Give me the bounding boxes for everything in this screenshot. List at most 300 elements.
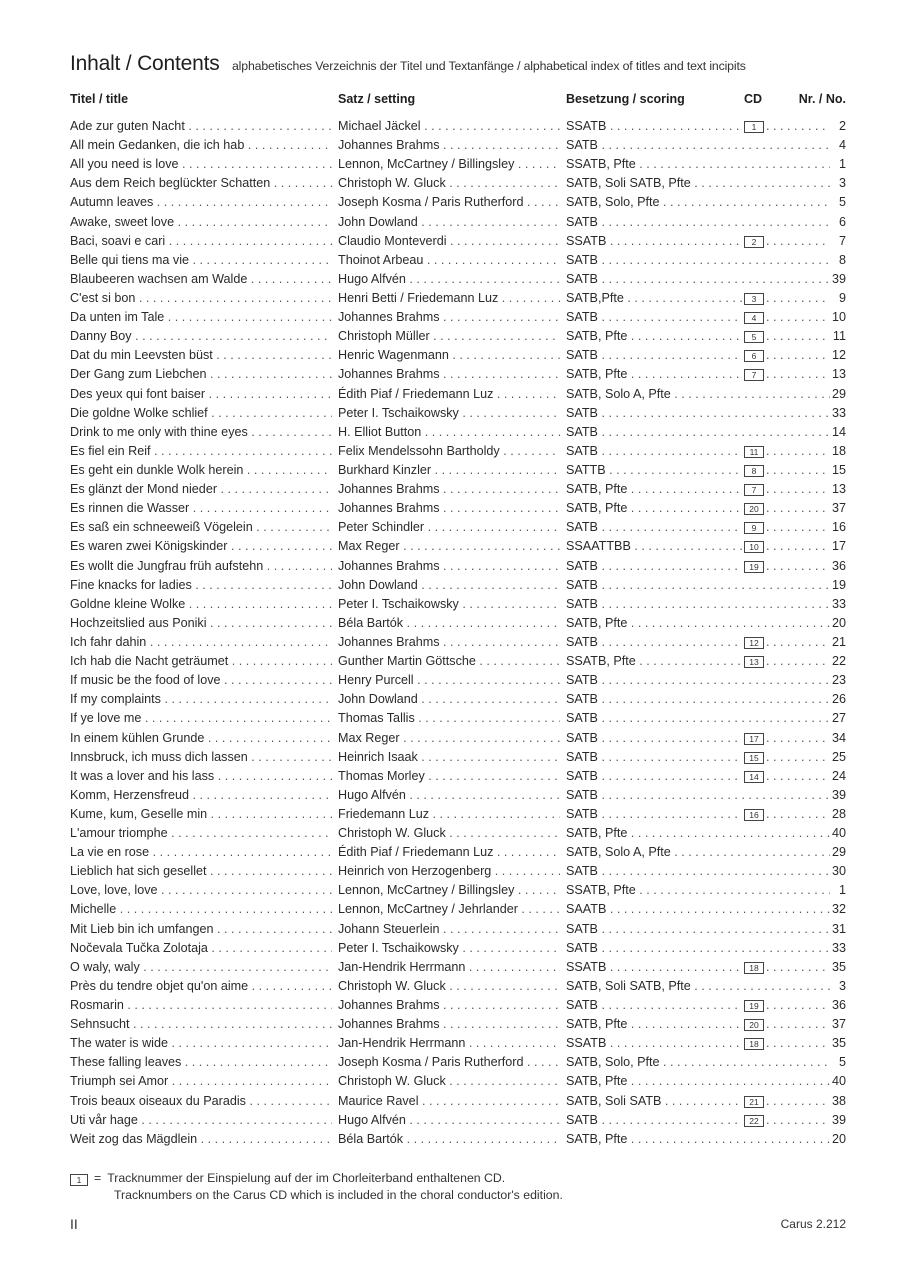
entry-number: 38 [830, 1092, 846, 1111]
entry-cd-track-box: 19 [744, 1000, 764, 1012]
entry-setting: Johannes Brahms . . . [338, 996, 560, 1015]
table-row [0, 748, 900, 767]
entry-setting: John Dowland . . . [338, 690, 560, 709]
entry-number: 25 [830, 748, 846, 767]
footnote [70, 1170, 830, 1204]
entry-title: Die goldne Wolke schlief . . . [70, 404, 332, 423]
entry-leader-dots [766, 805, 830, 824]
entry-scoring: SATB . . . [566, 251, 830, 270]
entry-leader-dots [766, 1034, 830, 1053]
entry-leader-dots [766, 346, 830, 365]
table-row [0, 805, 900, 824]
entry-setting: Johannes Brahms . . . [338, 499, 560, 518]
entry-setting: Peter I. Tschaikowsky . . . [338, 595, 560, 614]
entry-scoring: SATB . . . [566, 136, 830, 155]
entry-setting: Johannes Brahms . . . [338, 480, 560, 499]
entry-scoring: SATB . . . [566, 346, 742, 365]
entry-cd-track-box: 8 [744, 465, 764, 477]
entry-title: Lieblich hat sich gesellet . . . [70, 862, 332, 881]
entry-leader-dots [766, 499, 830, 518]
entry-cd-track-box: 6 [744, 350, 764, 362]
entry-cd-track-box: 20 [744, 1019, 764, 1031]
entry-scoring: SATB . . . [566, 633, 742, 652]
entry-scoring: SATB . . . [566, 690, 830, 709]
entry-title: Love, love, love . . . [70, 881, 332, 900]
entry-cd-track-box: 1 [744, 121, 764, 133]
entry-scoring: SATB . . . [566, 767, 742, 786]
entry-title: Triumph sei Amor . . . [70, 1072, 332, 1091]
entry-title: L'amour triomphe . . . [70, 824, 332, 843]
entry-title: All you need is love . . . [70, 155, 332, 174]
entry-number: 17 [830, 537, 846, 556]
entry-title: Mit Lieb bin ich umfangen . . . [70, 920, 332, 939]
table-row [0, 308, 900, 327]
entry-scoring: SATTB . . . [566, 461, 742, 480]
entry-setting: Henry Purcell . . . [338, 671, 560, 690]
entry-number: 33 [830, 939, 846, 958]
entry-setting: Johannes Brahms . . . [338, 136, 560, 155]
entry-number: 20 [830, 614, 846, 633]
entry-cd-track-box: 7 [744, 369, 764, 381]
entry-leader-dots [766, 729, 830, 748]
entry-cd-track-box: 19 [744, 561, 764, 573]
entry-number: 1 [837, 881, 846, 900]
entry-setting: Joseph Kosma / Paris Rutherford . . . [338, 193, 560, 212]
entry-number: 34 [830, 729, 846, 748]
entry-number: 33 [830, 595, 846, 614]
page-title: Inhalt / Contents [70, 52, 220, 75]
entry-number: 24 [830, 767, 846, 786]
entry-title: Près du tendre objet qu'on aime . . . [70, 977, 332, 996]
entry-title: Es waren zwei Königskinder . . . [70, 537, 332, 556]
entry-title: Es geht ein dunkle Wolk herein . . . [70, 461, 332, 480]
entry-scoring: SATB, Pfte . . . [566, 499, 742, 518]
entry-scoring: SATB . . . [566, 671, 830, 690]
entry-title: Goldne kleine Wolke . . . [70, 595, 332, 614]
entry-number: 15 [830, 461, 846, 480]
entry-title: Rosmarin . . . [70, 996, 332, 1015]
column-header-cd: CD [744, 92, 763, 106]
entry-number: 39 [830, 270, 846, 289]
entry-title: Der Gang zum Liebchen . . . [70, 365, 332, 384]
entry-scoring: SATB . . . [566, 786, 830, 805]
table-row [0, 518, 900, 537]
entry-cd-track-box: 3 [744, 293, 764, 305]
table-row [0, 595, 900, 614]
footnote-line-english: Tracknumbers on the Carus CD which is included in the choral conductor's edition. [114, 1188, 563, 1202]
entry-setting: Michael Jäckel . . . [338, 117, 560, 136]
entry-setting: Gunther Martin Göttsche . . . [338, 652, 560, 671]
table-row [0, 365, 900, 384]
entry-title: Es saß ein schneeweiß Vögelein . . . [70, 518, 332, 537]
entry-scoring: SATB . . . [566, 404, 830, 423]
table-row [0, 442, 900, 461]
entry-setting: Édith Piaf / Friedemann Luz . . . [338, 843, 560, 862]
entry-cd-track-box: 14 [744, 771, 764, 783]
entry-scoring: SSATB . . . [566, 1034, 742, 1053]
entry-leader-dots [766, 1092, 830, 1111]
entry-scoring: SATB . . . [566, 939, 830, 958]
entry-leader-dots [766, 117, 830, 136]
entry-number: 23 [830, 671, 846, 690]
entry-title: Awake, sweet love . . . [70, 213, 332, 232]
entry-scoring: SATB, Pfte . . . [566, 824, 830, 843]
entry-scoring: SSATB, Pfte . . . [566, 881, 830, 900]
entry-scoring: SSATB . . . [566, 232, 742, 251]
entry-scoring: SATB . . . [566, 270, 830, 289]
entry-number: 10 [830, 308, 846, 327]
entry-scoring: SATB . . . [566, 442, 742, 461]
entry-scoring: SATB, Pfte . . . [566, 614, 830, 633]
entry-number: 4 [837, 136, 846, 155]
entry-setting: Peter I. Tschaikowsky . . . [338, 404, 560, 423]
entry-title: Uti vår hage . . . [70, 1111, 332, 1130]
entry-cd-track-box: 12 [744, 637, 764, 649]
table-row [0, 155, 900, 174]
entry-number: 21 [830, 633, 846, 652]
table-row [0, 423, 900, 442]
entry-cd-track-box: 4 [744, 312, 764, 324]
entry-setting: Christoph W. Gluck . . . [338, 977, 560, 996]
entry-scoring: SATB . . . [566, 862, 830, 881]
column-header-setting: Satz / setting [338, 92, 416, 106]
entry-cd-track-box: 20 [744, 503, 764, 515]
entry-number: 1 [837, 155, 846, 174]
entry-scoring: SATB . . . [566, 1111, 742, 1130]
footnote-track-box: 1 [70, 1174, 88, 1186]
entry-leader-dots [766, 518, 830, 537]
entry-scoring: SSATB, Pfte . . . [566, 155, 830, 174]
entry-leader-dots [766, 308, 830, 327]
entry-setting: Béla Bartók . . . [338, 1130, 560, 1149]
entry-number: 32 [830, 900, 846, 919]
entry-scoring: SSATB . . . [566, 958, 742, 977]
entry-cd-track-box: 18 [744, 1038, 764, 1050]
entry-setting: John Dowland . . . [338, 576, 560, 595]
entry-setting: Max Reger . . . [338, 729, 560, 748]
table-row [0, 385, 900, 404]
entry-title: Des yeux qui font baiser . . . [70, 385, 332, 404]
entry-scoring: SATB . . . [566, 308, 742, 327]
table-row [0, 557, 900, 576]
table-row [0, 939, 900, 958]
page-subtitle: alphabetisches Verzeichnis der Titel und Textanfänge / alphabetical index of titles and text incipits [231, 59, 746, 73]
entry-cd-track-box: 22 [744, 1115, 764, 1127]
entry-scoring: SSAATTBB . . . [566, 537, 742, 556]
table-row [0, 327, 900, 346]
entry-number: 36 [830, 996, 846, 1015]
page-number: II [70, 1216, 78, 1232]
entry-number: 2 [837, 117, 846, 136]
entry-title: Danny Boy . . . [70, 327, 332, 346]
entry-setting: Johannes Brahms . . . [338, 365, 560, 384]
entry-setting: Christoph W. Gluck . . . [338, 1072, 560, 1091]
table-row [0, 346, 900, 365]
entry-setting: Lennon, McCartney / Jehrlander . . . [338, 900, 560, 919]
entry-scoring: SATB, Pfte . . . [566, 1015, 742, 1034]
entry-setting: Édith Piaf / Friedemann Luz . . . [338, 385, 560, 404]
entry-setting: Johannes Brahms . . . [338, 308, 560, 327]
entry-leader-dots [766, 652, 830, 671]
contents-list [0, 117, 900, 1149]
entry-number: 5 [837, 1053, 846, 1072]
table-row [0, 251, 900, 270]
table-row [0, 900, 900, 919]
entry-setting: Johann Steuerlein . . . [338, 920, 560, 939]
table-row [0, 404, 900, 423]
entry-leader-dots [766, 1015, 830, 1034]
entry-setting: Johannes Brahms . . . [338, 557, 560, 576]
entry-cd-track-box: 17 [744, 733, 764, 745]
entry-cd-track-box: 9 [744, 522, 764, 534]
entry-number: 3 [837, 174, 846, 193]
entry-setting: Claudio Monteverdi . . . [338, 232, 560, 251]
entry-cd-track-box: 15 [744, 752, 764, 764]
entry-scoring: SATB,Pfte . . . [566, 289, 742, 308]
table-row [0, 786, 900, 805]
entry-scoring: SATB, Soli SATB, Pfte . . . [566, 174, 830, 193]
entry-title: Ich fahr dahin . . . [70, 633, 332, 652]
entry-title: La vie en rose . . . [70, 843, 332, 862]
entry-leader-dots [766, 633, 830, 652]
table-row [0, 1072, 900, 1091]
entry-leader-dots [766, 958, 830, 977]
entry-scoring: SATB, Solo A, Pfte . . . [566, 843, 830, 862]
entry-scoring: SATB . . . [566, 748, 742, 767]
entry-title: Blaubeeren wachsen am Walde . . . [70, 270, 332, 289]
entry-setting: Henric Wagenmann . . . [338, 346, 560, 365]
entry-title: Aus dem Reich beglückter Schatten . . . [70, 174, 332, 193]
entry-scoring: SSATB . . . [566, 117, 742, 136]
entry-cd-track-box: 16 [744, 809, 764, 821]
entry-leader-dots [766, 232, 830, 251]
entry-cd-track-box: 2 [744, 236, 764, 248]
entry-scoring: SATB, Pfte . . . [566, 1072, 830, 1091]
entry-cd-track-box: 11 [744, 446, 764, 458]
table-row [0, 690, 900, 709]
table-row [0, 958, 900, 977]
entry-scoring: SATB . . . [566, 557, 742, 576]
entry-number: 13 [830, 365, 846, 384]
entry-scoring: SATB . . . [566, 729, 742, 748]
entry-scoring: SATB . . . [566, 996, 742, 1015]
entry-number: 3 [837, 977, 846, 996]
entry-setting: Burkhard Kinzler . . . [338, 461, 560, 480]
entry-title: Trois beaux oiseaux du Paradis . . . [70, 1092, 332, 1111]
entry-leader-dots [766, 1111, 830, 1130]
table-row [0, 671, 900, 690]
entry-number: 22 [830, 652, 846, 671]
table-row [0, 881, 900, 900]
entry-title: C'est si bon . . . [70, 289, 332, 308]
entry-setting: Max Reger . . . [338, 537, 560, 556]
entry-setting: Béla Bartók . . . [338, 614, 560, 633]
table-row [0, 499, 900, 518]
entry-setting: Thomas Tallis . . . [338, 709, 560, 728]
entry-number: 12 [830, 346, 846, 365]
entry-setting: Felix Mendelssohn Bartholdy . . . [338, 442, 560, 461]
entry-number: 14 [830, 423, 846, 442]
table-row [0, 1053, 900, 1072]
entry-scoring: SATB . . . [566, 576, 830, 595]
entry-number: 30 [830, 862, 846, 881]
entry-number: 8 [837, 251, 846, 270]
entry-scoring: SATB, Soli SATB, Pfte . . . [566, 977, 830, 996]
entry-setting: Heinrich Isaak . . . [338, 748, 560, 767]
entry-leader-dots [766, 461, 830, 480]
table-row [0, 996, 900, 1015]
entry-number: 6 [837, 213, 846, 232]
entry-title: Fine knacks for ladies . . . [70, 576, 332, 595]
entry-title: Da unten im Tale . . . [70, 308, 332, 327]
table-row [0, 537, 900, 556]
entry-number: 9 [837, 289, 846, 308]
entry-leader-dots [766, 289, 830, 308]
table-row [0, 480, 900, 499]
entry-number: 7 [837, 232, 846, 251]
entry-scoring: SATB, Solo A, Pfte . . . [566, 385, 830, 404]
entry-number: 37 [830, 499, 846, 518]
table-row [0, 174, 900, 193]
entry-title: Ade zur guten Nacht . . . [70, 117, 332, 136]
table-row [0, 977, 900, 996]
entry-scoring: SATB . . . [566, 805, 742, 824]
table-row [0, 920, 900, 939]
entry-scoring: SATB . . . [566, 595, 830, 614]
entry-cd-track-box: 21 [744, 1096, 764, 1108]
column-header-title: Titel / title [70, 92, 129, 106]
entry-setting: Maurice Ravel . . . [338, 1092, 560, 1111]
entry-setting: Johannes Brahms . . . [338, 1015, 560, 1034]
entry-number: 36 [830, 557, 846, 576]
table-row [0, 289, 900, 308]
table-row [0, 652, 900, 671]
entry-scoring: SATB . . . [566, 709, 830, 728]
table-row [0, 614, 900, 633]
entry-leader-dots [766, 442, 830, 461]
entry-setting: Jan-Hendrik Herrmann . . . [338, 1034, 560, 1053]
entry-setting: Peter I. Tschaikowsky . . . [338, 939, 560, 958]
entry-title: The water is wide . . . [70, 1034, 332, 1053]
entry-title: Sehnsucht . . . [70, 1015, 332, 1034]
entry-number: 37 [830, 1015, 846, 1034]
entry-setting: Joseph Kosma / Paris Rutherford . . . [338, 1053, 560, 1072]
entry-number: 39 [830, 1111, 846, 1130]
entry-scoring: SATB . . . [566, 518, 742, 537]
entry-number: 16 [830, 518, 846, 537]
entry-number: 18 [830, 442, 846, 461]
entry-title: Drink to me only with thine eyes . . . [70, 423, 332, 442]
entry-title: Michelle . . . [70, 900, 332, 919]
entry-number: 40 [830, 824, 846, 843]
table-row [0, 767, 900, 786]
entry-setting: Christoph W. Gluck . . . [338, 824, 560, 843]
entry-title: Kume, kum, Geselle min . . . [70, 805, 332, 824]
entry-scoring: SATB . . . [566, 423, 830, 442]
entry-setting: Hugo Alfvén . . . [338, 786, 560, 805]
entry-number: 29 [830, 385, 846, 404]
entry-setting: Lennon, McCartney / Billingsley . . . [338, 155, 560, 174]
entry-title: O waly, waly . . . [70, 958, 332, 977]
table-row [0, 1111, 900, 1130]
entry-scoring: SATB, Pfte . . . [566, 365, 742, 384]
entry-scoring: SAATB . . . [566, 900, 830, 919]
entry-number: 20 [830, 1130, 846, 1149]
table-row [0, 232, 900, 251]
entry-setting: Henri Betti / Friedemann Luz . . . [338, 289, 560, 308]
entry-title: Es rinnen die Wasser . . . [70, 499, 332, 518]
entry-scoring: SATB, Pfte . . . [566, 327, 742, 346]
entry-scoring: SATB . . . [566, 213, 830, 232]
entry-leader-dots [766, 996, 830, 1015]
entry-number: 19 [830, 576, 846, 595]
entry-number: 26 [830, 690, 846, 709]
entry-scoring: SATB, Solo, Pfte . . . [566, 193, 830, 212]
table-row [0, 213, 900, 232]
entry-cd-track-box: 7 [744, 484, 764, 496]
table-row [0, 862, 900, 881]
entry-title: Es fiel ein Reif . . . [70, 442, 332, 461]
entry-title: Belle qui tiens ma vie . . . [70, 251, 332, 270]
entry-title: All mein Gedanken, die ich hab . . . [70, 136, 332, 155]
entry-setting: Hugo Alfvén . . . [338, 1111, 560, 1130]
table-row [0, 117, 900, 136]
table-row [0, 136, 900, 155]
entry-cd-track-box: 18 [744, 962, 764, 974]
page-heading [70, 52, 850, 76]
entry-title: In einem kühlen Grunde . . . [70, 729, 332, 748]
entry-leader-dots [766, 537, 830, 556]
footnote-line-german: Tracknummer der Einspielung auf der im Chorleiterband enthaltenen CD. [107, 1171, 506, 1185]
entry-leader-dots [766, 748, 830, 767]
column-header-row [0, 92, 900, 110]
entry-leader-dots [766, 557, 830, 576]
column-header-number: Nr. / No. [798, 92, 846, 106]
entry-scoring: SSATB, Pfte . . . [566, 652, 742, 671]
entry-scoring: SATB, Pfte . . . [566, 480, 742, 499]
entry-title: Weit zog das Mägdlein . . . [70, 1130, 332, 1149]
entry-setting: Thoinot Arbeau . . . [338, 251, 560, 270]
entry-title: Hochzeitslied aus Poniki . . . [70, 614, 332, 633]
entry-title: If my complaints . . . [70, 690, 332, 709]
entry-setting: Christoph W. Gluck . . . [338, 174, 560, 193]
entry-title: Autumn leaves . . . [70, 193, 332, 212]
entry-cd-track-box: 10 [744, 541, 764, 553]
entry-number: 33 [830, 404, 846, 423]
table-row [0, 709, 900, 728]
entry-title: Es wollt die Jungfrau früh aufstehn . . . [70, 557, 332, 576]
entry-title: Baci, soavi e cari . . . [70, 232, 332, 251]
entry-title: If music be the food of love . . . [70, 671, 332, 690]
entry-cd-track-box: 13 [744, 656, 764, 668]
entry-leader-dots [766, 767, 830, 786]
entry-number: 35 [830, 1034, 846, 1053]
table-row [0, 193, 900, 212]
entry-number: 13 [830, 480, 846, 499]
entry-setting: Thomas Morley . . . [338, 767, 560, 786]
entry-leader-dots [766, 365, 830, 384]
entry-scoring: SATB, Soli SATB . . . [566, 1092, 742, 1111]
table-row [0, 1015, 900, 1034]
entry-number: 11 [831, 327, 846, 346]
entry-title: Dat du min Leevsten büst . . . [70, 346, 332, 365]
entry-cd-track-box: 5 [744, 331, 764, 343]
table-row [0, 843, 900, 862]
entry-title: Nočevala Tučka Zolotaja . . . [70, 939, 332, 958]
entry-setting: Jan-Hendrik Herrmann . . . [338, 958, 560, 977]
entry-setting: Christoph Müller . . . [338, 327, 560, 346]
entry-title: Innsbruck, ich muss dich lassen . . . [70, 748, 332, 767]
